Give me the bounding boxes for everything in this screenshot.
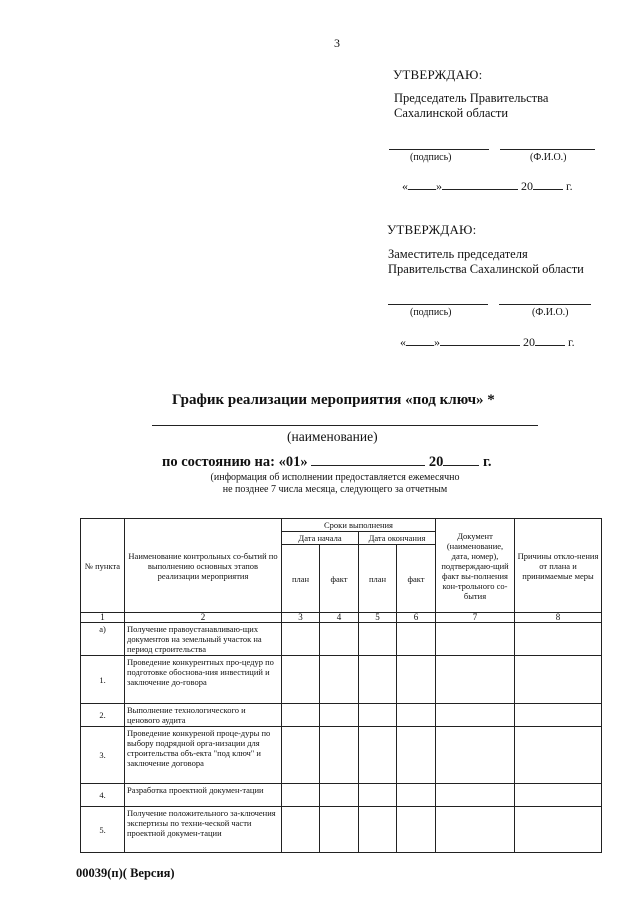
name-line xyxy=(152,425,538,426)
schedule-table xyxy=(80,518,602,853)
row-number: 1. xyxy=(81,656,125,704)
col-number: 3 xyxy=(282,613,320,623)
cell-end-plan[interactable] xyxy=(359,784,397,807)
cell-start-plan[interactable] xyxy=(282,623,320,656)
approval2-line2: Правительства Сахалинской области xyxy=(388,262,584,276)
cell-reasons[interactable] xyxy=(515,807,602,853)
header-end-fact: факт xyxy=(397,545,436,613)
cell-end-fact[interactable] xyxy=(397,784,436,807)
approval1-fio-caption: (Ф.И.О.) xyxy=(530,152,567,163)
approval2-year-suffix: г. xyxy=(568,335,575,349)
cell-reasons[interactable] xyxy=(515,704,602,727)
row-event-name: Выполнение технологического и ценового аудита xyxy=(125,704,282,727)
as-of-year-suffix: г. xyxy=(482,454,492,470)
cell-start-plan[interactable] xyxy=(282,727,320,784)
row-event-name: Разработка проектной докумен-тации xyxy=(125,784,282,807)
cell-reasons[interactable] xyxy=(515,784,602,807)
cell-document[interactable] xyxy=(436,727,515,784)
cell-start-fact[interactable] xyxy=(320,727,359,784)
table-row xyxy=(81,784,602,807)
cell-start-fact[interactable] xyxy=(320,623,359,656)
approval2-year-prefix: 20 xyxy=(523,335,535,349)
approval2-date-open: « xyxy=(400,335,406,349)
cell-document[interactable] xyxy=(436,656,515,704)
row-event-name: Получение правоустанавливаю-щих документов на земельный участок на период строительства xyxy=(125,623,282,656)
cell-start-fact[interactable] xyxy=(320,784,359,807)
approval1-date xyxy=(402,178,573,194)
cell-document[interactable] xyxy=(436,807,515,853)
cell-end-plan[interactable] xyxy=(359,623,397,656)
as-of-line xyxy=(162,453,492,471)
page-number: 3 xyxy=(334,36,340,50)
as-of-month-blank xyxy=(311,453,425,466)
approval2-line1: Заместитель председателя xyxy=(388,247,528,261)
cell-end-fact[interactable] xyxy=(397,623,436,656)
col-number: 7 xyxy=(436,613,515,623)
approval2-date-mid: » xyxy=(434,335,440,349)
cell-start-plan[interactable] xyxy=(282,784,320,807)
table-row xyxy=(81,727,602,784)
col-number: 6 xyxy=(397,613,436,623)
header-item-number: № пункта xyxy=(81,519,125,613)
approval2-date xyxy=(400,334,575,350)
cell-start-fact[interactable] xyxy=(320,656,359,704)
approval2-fio-caption: (Ф.И.О.) xyxy=(532,307,569,318)
cell-document[interactable] xyxy=(436,784,515,807)
info-line2: не позднее 7 числа месяца, следующего за отчетным xyxy=(222,484,448,495)
cell-start-plan[interactable] xyxy=(282,807,320,853)
approval1-year-blank xyxy=(533,178,563,190)
header-end-plan: план xyxy=(359,545,397,613)
approval1-date-open: « xyxy=(402,179,408,193)
cell-end-fact[interactable] xyxy=(397,704,436,727)
approval1-year-suffix: г. xyxy=(566,179,573,193)
approval2-signature-line xyxy=(388,304,488,305)
column-numbers-row xyxy=(81,613,602,623)
col-number: 4 xyxy=(320,613,359,623)
header-terms: Сроки выполнения xyxy=(282,519,436,532)
header-start-plan: план xyxy=(282,545,320,613)
row-number: 5. xyxy=(81,807,125,853)
row-number: 2. xyxy=(81,704,125,727)
approval1-year-prefix: 20 xyxy=(521,179,533,193)
approval1-heading: УТВЕРЖДАЮ: xyxy=(393,67,483,82)
table-row xyxy=(81,656,602,704)
document-footer: 00039(п)( Версия) xyxy=(76,866,175,880)
as-of-prefix: по состоянию на: «01» xyxy=(162,454,308,470)
header-end-date: Дата окончания xyxy=(359,532,436,545)
approval2-year-blank xyxy=(535,334,565,346)
cell-start-fact[interactable] xyxy=(320,807,359,853)
cell-end-fact[interactable] xyxy=(397,727,436,784)
approval2-fio-line xyxy=(499,304,591,305)
as-of-year-blank xyxy=(443,453,479,466)
row-number: 3. xyxy=(81,727,125,784)
approval1-signature-line xyxy=(389,149,489,150)
cell-document[interactable] xyxy=(436,623,515,656)
header-document: Документ (наименование, дата, номер), подтверждаю-щий факт вы-полнения кон-трольного со-бытия xyxy=(436,519,515,613)
cell-reasons[interactable] xyxy=(515,727,602,784)
col-number: 1 xyxy=(81,613,125,623)
table-row xyxy=(81,623,602,656)
approval1-date-mid: » xyxy=(436,179,442,193)
row-number: 4. xyxy=(81,784,125,807)
approval2-day-blank xyxy=(406,334,434,346)
approval1-sign-caption: (подпись) xyxy=(410,152,452,163)
approval2-month-blank xyxy=(440,334,520,346)
cell-reasons[interactable] xyxy=(515,623,602,656)
cell-end-plan[interactable] xyxy=(359,656,397,704)
approval2-heading: УТВЕРЖДАЮ: xyxy=(387,222,477,237)
name-caption: (наименование) xyxy=(287,429,378,444)
row-number: а) xyxy=(81,623,125,656)
approval1-month-blank xyxy=(442,178,518,190)
header-event-name: Наименование контрольных со-бытий по выполнению основных этапов реализации мероприятия xyxy=(125,519,282,613)
as-of-year-prefix: 20 xyxy=(428,454,444,470)
table-row xyxy=(81,807,602,853)
header-start-fact: факт xyxy=(320,545,359,613)
row-event-name: Получение положительного за-ключения экспертизы по техни-ческой части проектной докумен-тации xyxy=(125,807,282,853)
header-start-date: Дата начала xyxy=(282,532,359,545)
document-title: График реализации мероприятия «под ключ» * xyxy=(172,392,495,408)
info-note xyxy=(186,472,484,496)
header-reasons: Причины откло-нения от плана и принимаемые меры xyxy=(515,519,602,613)
approval1-line2: Сахалинской области xyxy=(394,106,509,120)
cell-start-plan[interactable] xyxy=(282,656,320,704)
approval1-fio-line xyxy=(500,149,595,150)
row-event-name: Проведение конкуреной проце-дуры по выбору подрядной орга-низации для строительства объ-екта "под ключ" и заключение договора xyxy=(125,727,282,784)
col-number: 8 xyxy=(515,613,602,623)
approval1-line1: Председатель Правительства xyxy=(394,91,549,105)
table-row xyxy=(81,704,602,727)
cell-end-fact[interactable] xyxy=(397,807,436,853)
cell-start-plan[interactable] xyxy=(282,704,320,727)
col-number: 5 xyxy=(359,613,397,623)
cell-end-plan[interactable] xyxy=(359,727,397,784)
row-event-name: Проведение конкурентных про-цедур по подготовке обоснова-ния инвестиций и заключение до-говора xyxy=(125,656,282,704)
info-line1: (информация об исполнении предоставляется ежемесячно xyxy=(210,472,460,483)
cell-end-plan[interactable] xyxy=(359,704,397,727)
approval2-sign-caption: (подпись) xyxy=(410,307,452,318)
cell-end-fact[interactable] xyxy=(397,656,436,704)
cell-end-plan[interactable] xyxy=(359,807,397,853)
col-number: 2 xyxy=(125,613,282,623)
cell-reasons[interactable] xyxy=(515,656,602,704)
approval1-day-blank xyxy=(408,178,436,190)
cell-document[interactable] xyxy=(436,704,515,727)
cell-start-fact[interactable] xyxy=(320,704,359,727)
